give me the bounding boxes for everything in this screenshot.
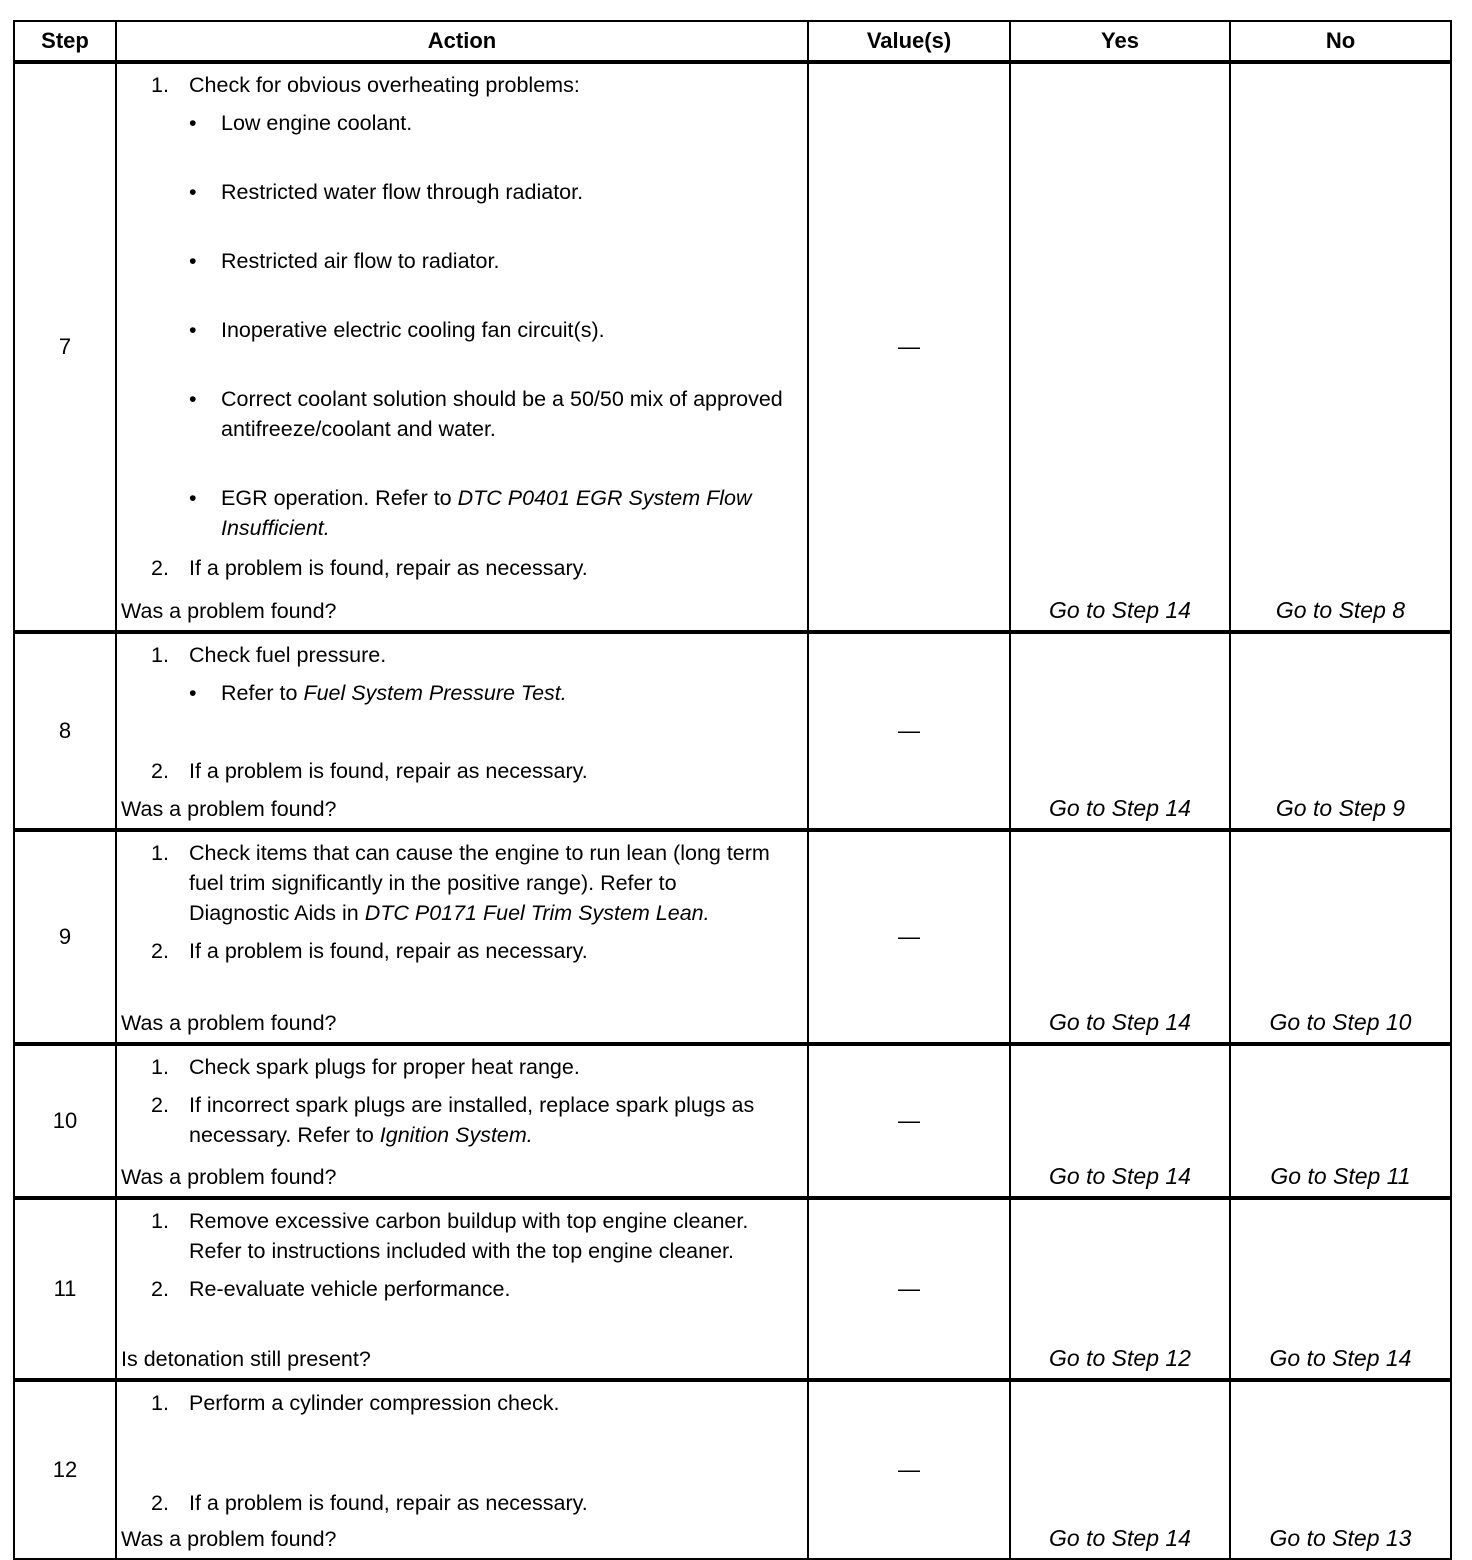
bullet-text: Refer to	[221, 681, 304, 705]
action-bullet	[117, 108, 807, 138]
no-link[interactable]: Go to Step 13	[1230, 1380, 1451, 1559]
question-text: Was a problem found?	[121, 599, 337, 623]
header-values: Value(s)	[808, 21, 1010, 62]
yes-link[interactable]: Go to Step 14	[1010, 830, 1230, 1044]
bullet-text: Inoperative electric cooling fan circuit(s).	[221, 318, 605, 342]
action-item-1	[117, 1046, 807, 1082]
action-bullet	[117, 315, 807, 345]
question-text: Was a problem found?	[121, 1011, 337, 1035]
step-number: 7	[14, 62, 116, 632]
no-link[interactable]: Go to Step 14	[1230, 1198, 1451, 1380]
step-number: 12	[14, 1380, 116, 1559]
reference-link[interactable]: Ignition System.	[379, 1123, 533, 1147]
question-text: Was a problem found?	[121, 1165, 337, 1189]
bullet-icon: •	[189, 486, 197, 510]
header-step: Step	[14, 21, 116, 62]
step-number: 9	[14, 830, 116, 1044]
action-cell	[116, 62, 808, 632]
header-yes: Yes	[1010, 21, 1230, 62]
step-row-11	[14, 1198, 1451, 1380]
action-item-1	[117, 832, 807, 928]
action-item-2	[117, 1274, 807, 1304]
step-row-7	[14, 62, 1451, 632]
value-cell: —	[808, 830, 1010, 1044]
reference-link[interactable]: DTC P0401 EGR System Flow Insufficient.	[221, 486, 752, 540]
action-item-2	[117, 756, 807, 786]
bullet-icon: •	[189, 111, 197, 135]
bullet-icon: •	[189, 387, 197, 411]
yes-link[interactable]: Go to Step 12	[1010, 1198, 1230, 1380]
item-text: Check items that can cause the engine to run lean (long term fuel trim significantly in the positive range). Refer to Diagnostic Aids in	[189, 841, 770, 925]
step-row-8	[14, 632, 1451, 830]
action-bullet	[117, 483, 807, 543]
item-text: Re-evaluate vehicle performance.	[189, 1277, 511, 1301]
bullet-text: Restricted water flow through radiator.	[221, 180, 584, 204]
item-text: If a problem is found, repair as necessary.	[189, 1491, 588, 1515]
step-row-9	[14, 830, 1451, 1044]
action-cell	[116, 632, 808, 830]
item-number: 1.	[151, 73, 169, 97]
item-text: If incorrect spark plugs are installed, replace spark plugs as necessary. Refer to	[189, 1093, 755, 1147]
bullet-text: Correct coolant solution should be a 50/50 mix of approved antifreeze/coolant and water.	[221, 387, 783, 441]
value-cell: —	[808, 62, 1010, 632]
item-number: 1.	[151, 841, 169, 865]
item-text: Check for obvious overheating problems:	[189, 73, 580, 97]
bullet-icon: •	[189, 180, 197, 204]
header-no: No	[1230, 21, 1451, 62]
yes-link[interactable]: Go to Step 14	[1010, 1380, 1230, 1559]
header-row	[14, 21, 1451, 62]
action-cell	[116, 1380, 808, 1559]
action-cell	[116, 1198, 808, 1380]
action-item-1	[117, 1200, 807, 1266]
value-cell: —	[808, 1380, 1010, 1559]
item-text: Remove excessive carbon buildup with top engine cleaner. Refer to instructions included with the top engine cleaner.	[189, 1209, 749, 1263]
item-number: 1.	[151, 1391, 169, 1415]
reference-link[interactable]: Fuel System Pressure Test.	[303, 681, 567, 705]
action-bullet	[117, 246, 807, 276]
action-item-1	[117, 64, 807, 100]
item-number: 2.	[151, 556, 169, 580]
action-bullet	[117, 384, 807, 444]
action-cell	[116, 1044, 808, 1198]
item-number: 2.	[151, 1491, 169, 1515]
item-number: 2.	[151, 1277, 169, 1301]
question-text: Was a problem found?	[121, 797, 337, 821]
no-link[interactable]: Go to Step 11	[1230, 1044, 1451, 1198]
no-link[interactable]: Go to Step 8	[1230, 62, 1451, 632]
header-action: Action	[116, 21, 808, 62]
action-item-2	[117, 553, 807, 583]
step-row-12	[14, 1380, 1451, 1559]
action-item-1	[117, 634, 807, 670]
item-text: If a problem is found, repair as necessary.	[189, 939, 588, 963]
action-item-2	[117, 1090, 807, 1150]
step-number: 8	[14, 632, 116, 830]
action-cell	[116, 830, 808, 1044]
yes-link[interactable]: Go to Step 14	[1010, 1044, 1230, 1198]
value-cell: —	[808, 632, 1010, 830]
item-text: Check spark plugs for proper heat range.	[189, 1055, 580, 1079]
action-item-2	[117, 1488, 807, 1518]
bullet-text: Restricted air flow to radiator.	[221, 249, 500, 273]
action-bullet	[117, 177, 807, 207]
action-item-1	[117, 1382, 807, 1418]
item-number: 1.	[151, 1209, 169, 1233]
item-number: 2.	[151, 759, 169, 783]
bullet-icon: •	[189, 681, 197, 705]
no-link[interactable]: Go to Step 10	[1230, 830, 1451, 1044]
step-number: 10	[14, 1044, 116, 1198]
item-number: 2.	[151, 1093, 169, 1117]
reference-link[interactable]: DTC P0171 Fuel Trim System Lean.	[364, 901, 710, 925]
value-cell: —	[808, 1044, 1010, 1198]
no-link[interactable]: Go to Step 9	[1230, 632, 1451, 830]
bullet-text: EGR operation. Refer to	[221, 486, 458, 510]
item-text: Check fuel pressure.	[189, 643, 387, 667]
question-text: Was a problem found?	[121, 1527, 337, 1551]
yes-link[interactable]: Go to Step 14	[1010, 632, 1230, 830]
step-row-10	[14, 1044, 1451, 1198]
question-text: Is detonation still present?	[121, 1347, 371, 1371]
bullet-text: Low engine coolant.	[221, 111, 413, 135]
item-number: 1.	[151, 1055, 169, 1079]
item-number: 1.	[151, 643, 169, 667]
yes-link[interactable]: Go to Step 14	[1010, 62, 1230, 632]
item-text: Perform a cylinder compression check.	[189, 1391, 560, 1415]
value-cell: —	[808, 1198, 1010, 1380]
action-item-2	[117, 936, 807, 966]
bullet-icon: •	[189, 318, 197, 342]
item-number: 2.	[151, 939, 169, 963]
item-text: If a problem is found, repair as necessary.	[189, 759, 588, 783]
action-bullet	[117, 678, 807, 708]
diagnostic-procedure-table	[13, 20, 1452, 1560]
item-text: If a problem is found, repair as necessary.	[189, 556, 588, 580]
step-number: 11	[14, 1198, 116, 1380]
bullet-icon: •	[189, 249, 197, 273]
